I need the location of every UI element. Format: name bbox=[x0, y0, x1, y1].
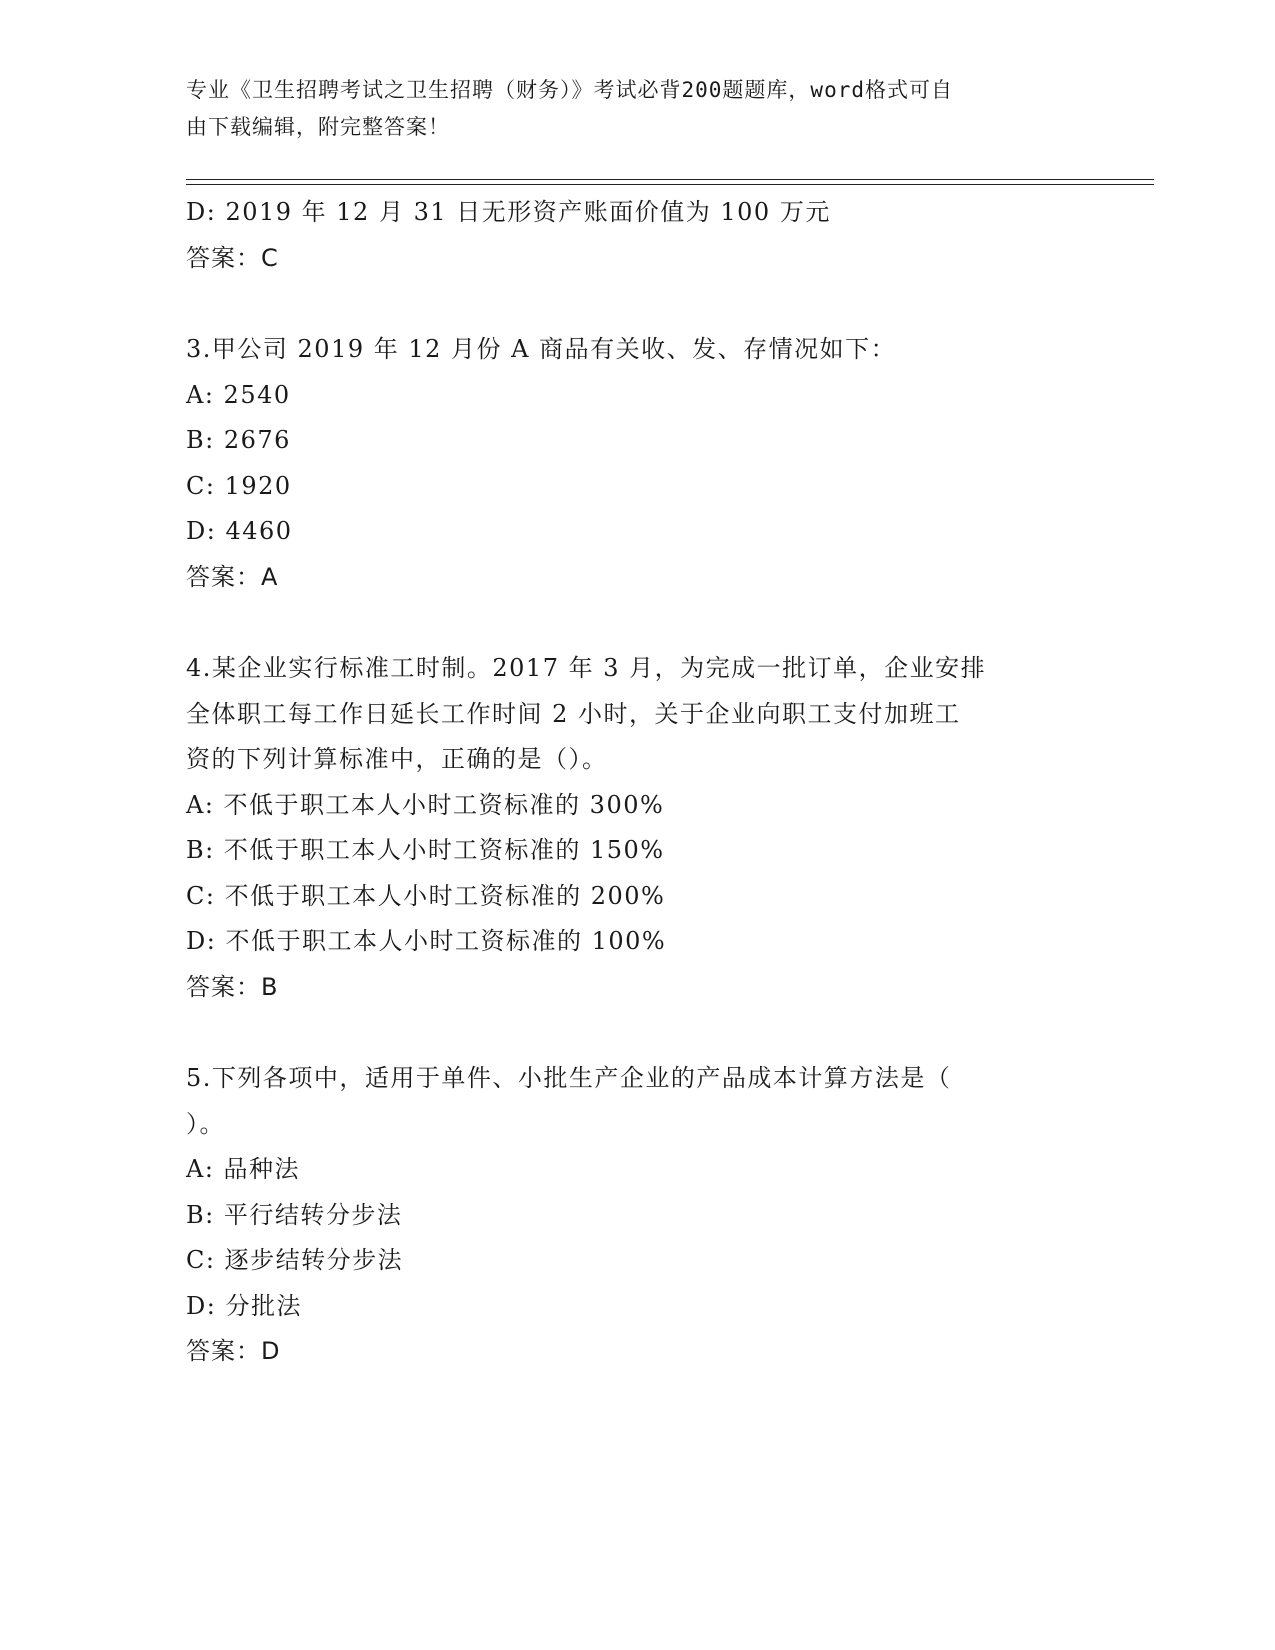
spacer bbox=[186, 281, 1066, 327]
q5-stem-line-1: 5.下列各项中，适用于单件、小批生产企业的产品成本计算方法是（ bbox=[186, 1064, 952, 1092]
q4-answer: 答案：B bbox=[186, 972, 279, 1001]
q2-answer: 答案：C bbox=[186, 243, 279, 272]
q3-option-a: A: 2540 bbox=[186, 380, 291, 409]
header-line-2: 由下载编辑，附完整答案！ bbox=[186, 115, 450, 139]
q5-answer: 答案：D bbox=[186, 1337, 281, 1365]
q4-option-c: C: 不低于职工本人小时工资标准的 200% bbox=[186, 881, 666, 910]
q3-answer: 答案：A bbox=[186, 562, 279, 591]
q3-option-b: B: 2676 bbox=[186, 426, 291, 454]
q5-option-d: D: 分批法 bbox=[186, 1291, 302, 1320]
q4-option-b: B: 不低于职工本人小时工资标准的 150% bbox=[186, 836, 665, 864]
q4-option-d: D: 不低于职工本人小时工资标准的 100% bbox=[186, 927, 667, 955]
header-divider-bottom bbox=[186, 184, 1154, 185]
q4-stem-line-3: 资的下列计算标准中，正确的是（）。 bbox=[186, 745, 608, 773]
q5-option-b: B: 平行结转分步法 bbox=[186, 1200, 403, 1229]
header-divider-top bbox=[186, 179, 1154, 180]
header-line-1: 专业《卫生招聘考试之卫生招聘（财务）》考试必背200题题库，word格式可自 bbox=[186, 78, 953, 102]
q4-option-a: A: 不低于职工本人小时工资标准的 300% bbox=[186, 790, 665, 819]
document-header bbox=[186, 72, 1066, 146]
q4-stem-line-1: 4.某企业实行标准工时制。2017 年 3 月，为完成一批订单，企业安排 bbox=[186, 654, 987, 682]
q5-option-a: A: 品种法 bbox=[186, 1155, 301, 1183]
q3-option-c: C: 1920 bbox=[186, 471, 292, 500]
spacer bbox=[186, 1010, 1066, 1056]
q3-stem: 3.甲公司 2019 年 12 月份 A 商品有关收、发、存情况如下： bbox=[186, 335, 897, 363]
q5-stem-line-2: ）。 bbox=[186, 1109, 225, 1138]
spacer bbox=[186, 600, 1066, 646]
q4-stem-line-2: 全体职工每工作日延长工作时间 2 小时，关于企业向职工支付加班工 bbox=[186, 699, 961, 728]
q2-option-d: D: 2019 年 12 月 31 日无形资产账面价值为 100 万元 bbox=[186, 198, 831, 226]
q3-option-d: D: 4460 bbox=[186, 517, 293, 545]
document-body bbox=[186, 190, 1066, 1375]
q5-option-c: C: 逐步结转分步法 bbox=[186, 1246, 404, 1274]
